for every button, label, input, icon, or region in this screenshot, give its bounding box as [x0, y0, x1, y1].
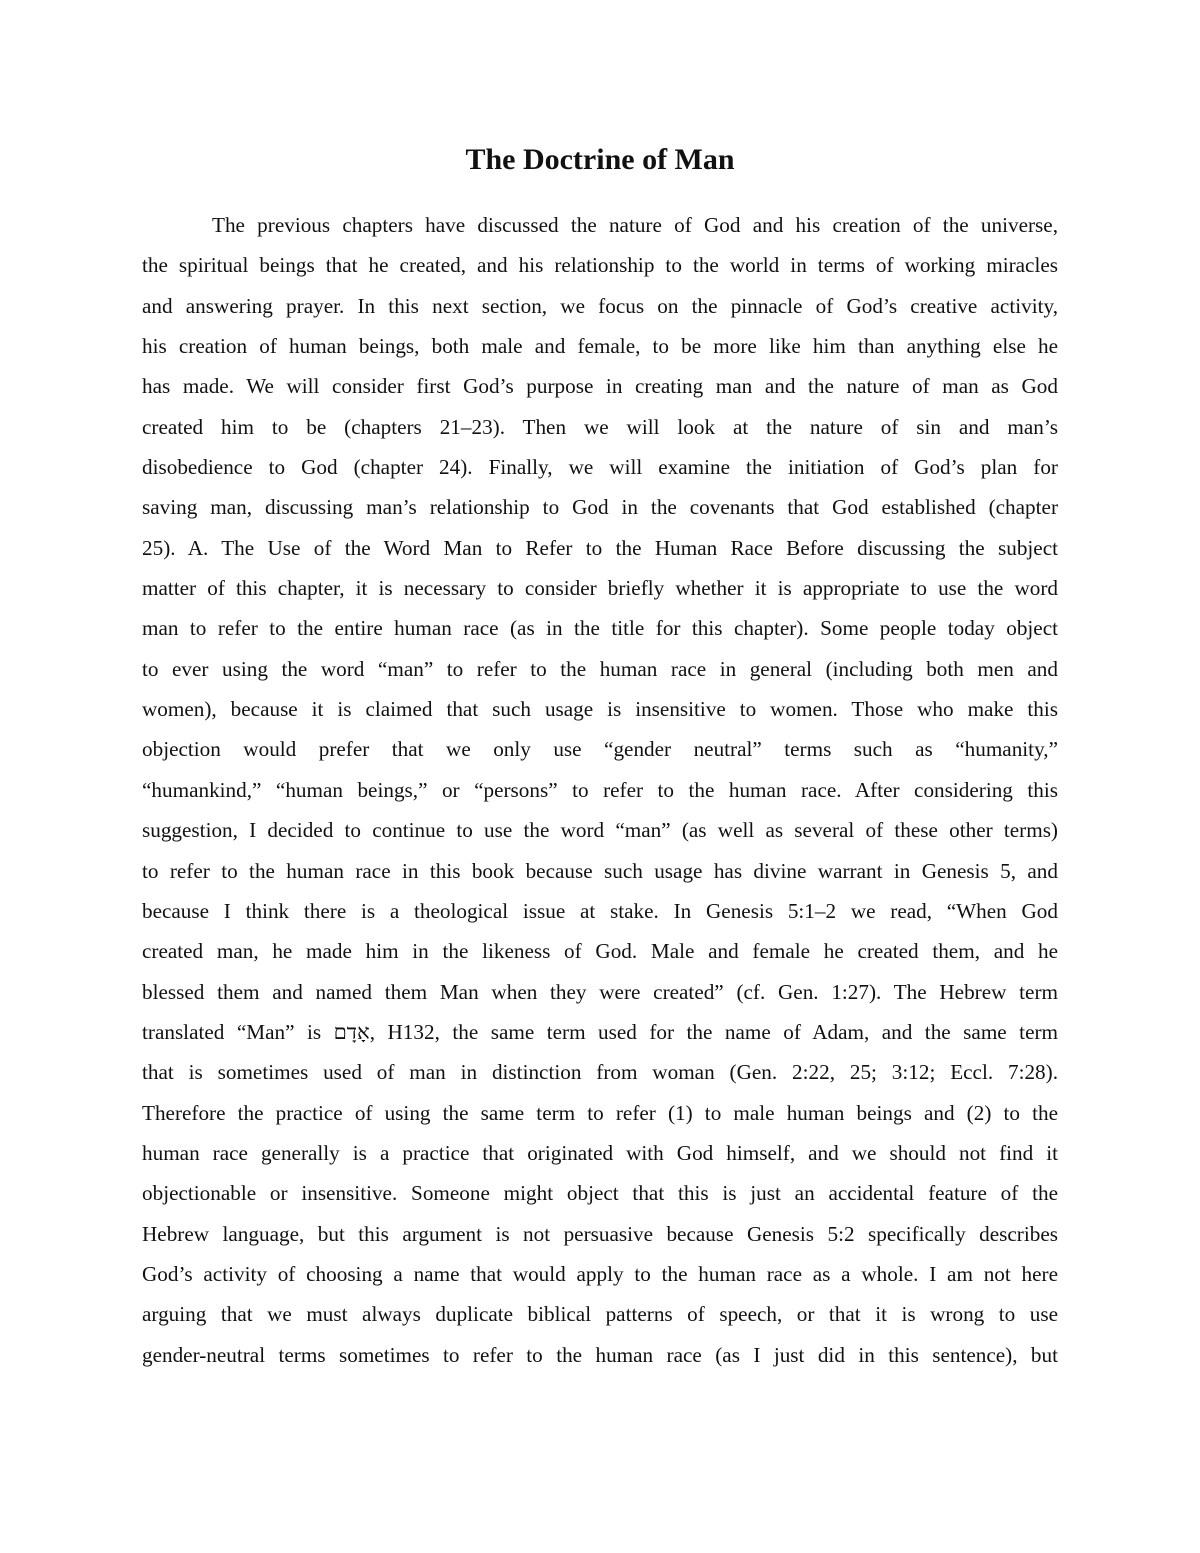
text-line: Therefore the practice of using the same term to refer (1) to male human beings and (2) to the	[142, 1100, 1058, 1125]
text-line: saving man, discussing man’s relationship to God in the covenants that God established (chapter	[142, 495, 1058, 520]
document-title: The Doctrine of Man	[465, 143, 735, 176]
text-line: to refer to the human race in this book because such usage has divine warrant in Genesis 5, and	[142, 858, 1058, 883]
text-line: created him to be (chapters 21–23). Then we will look at the nature of sin and man’s	[142, 414, 1058, 439]
text-line: his creation of human beings, both male and female, to be more like him than anything else he	[142, 334, 1058, 359]
text-line: Hebrew language, but this argument is not persuasive because Genesis 5:2 specifically describes	[142, 1221, 1058, 1246]
text-line: the spiritual beings that he created, and his relationship to the world in terms of working miracles	[142, 253, 1058, 278]
text-line: blessed them and named them Man when they were created” (cf. Gen. 1:27). The Hebrew term	[142, 979, 1058, 1004]
text-line: translated “Man” is ‎אָדָם‎, H132, the same term used for the name of Adam, and the same term	[142, 1019, 1058, 1044]
text-line: because I think there is a theological issue at stake. In Genesis 5:1–2 we read, “When God	[142, 898, 1058, 923]
text-line: women), because it is claimed that such usage is insensitive to women. Those who make this	[142, 697, 1058, 722]
text-line: objection would prefer that we only use “gender neutral” terms such as “humanity,”	[142, 737, 1058, 762]
text-line: that is sometimes used of man in distinction from woman (Gen. 2:22, 25; 3:12; Eccl. 7:28).	[142, 1060, 1058, 1085]
text-line: to ever using the word “man” to refer to the human race in general (including both men and	[142, 656, 1058, 681]
text-line: man to refer to the entire human race (as in the title for this chapter). Some people today object	[142, 616, 1058, 641]
text-line: suggestion, I decided to continue to use the word “man” (as well as several of these other terms)	[142, 818, 1058, 843]
text-line: human race generally is a practice that originated with God himself, and we should not find it	[142, 1140, 1058, 1165]
text-line: objectionable or insensitive. Someone might object that this is just an accidental feature of the	[142, 1181, 1058, 1206]
text-line: God’s activity of choosing a name that would apply to the human race as a whole. I am not here	[142, 1261, 1058, 1286]
body-paragraph	[142, 205, 1058, 1375]
text-line: has made. We will consider first God’s purpose in creating man and the nature of man as God	[142, 374, 1058, 399]
text-line: and answering prayer. In this next section, we focus on the pinnacle of God’s creative activity,	[142, 293, 1058, 318]
text-line: arguing that we must always duplicate biblical patterns of speech, or that it is wrong to use	[142, 1302, 1058, 1327]
text-line: disobedience to God (chapter 24). Finally, we will examine the initiation of God’s plan for	[142, 455, 1058, 480]
text-line: “humankind,” “human beings,” or “persons” to refer to the human race. After considering this	[142, 777, 1058, 802]
text-line: 25). A. The Use of the Word Man to Refer to the Human Race Before discussing the subject	[142, 535, 1058, 560]
text-line: matter of this chapter, it is necessary to consider briefly whether it is appropriate to use the word	[142, 576, 1058, 601]
text-line: The previous chapters have discussed the nature of God and his creation of the universe,	[212, 213, 1058, 237]
text-line: gender-neutral terms sometimes to refer to the human race (as I just did in this sentence), but	[142, 1342, 1058, 1367]
text-line: created man, he made him in the likeness of God. Male and female he created them, and he	[142, 939, 1058, 964]
